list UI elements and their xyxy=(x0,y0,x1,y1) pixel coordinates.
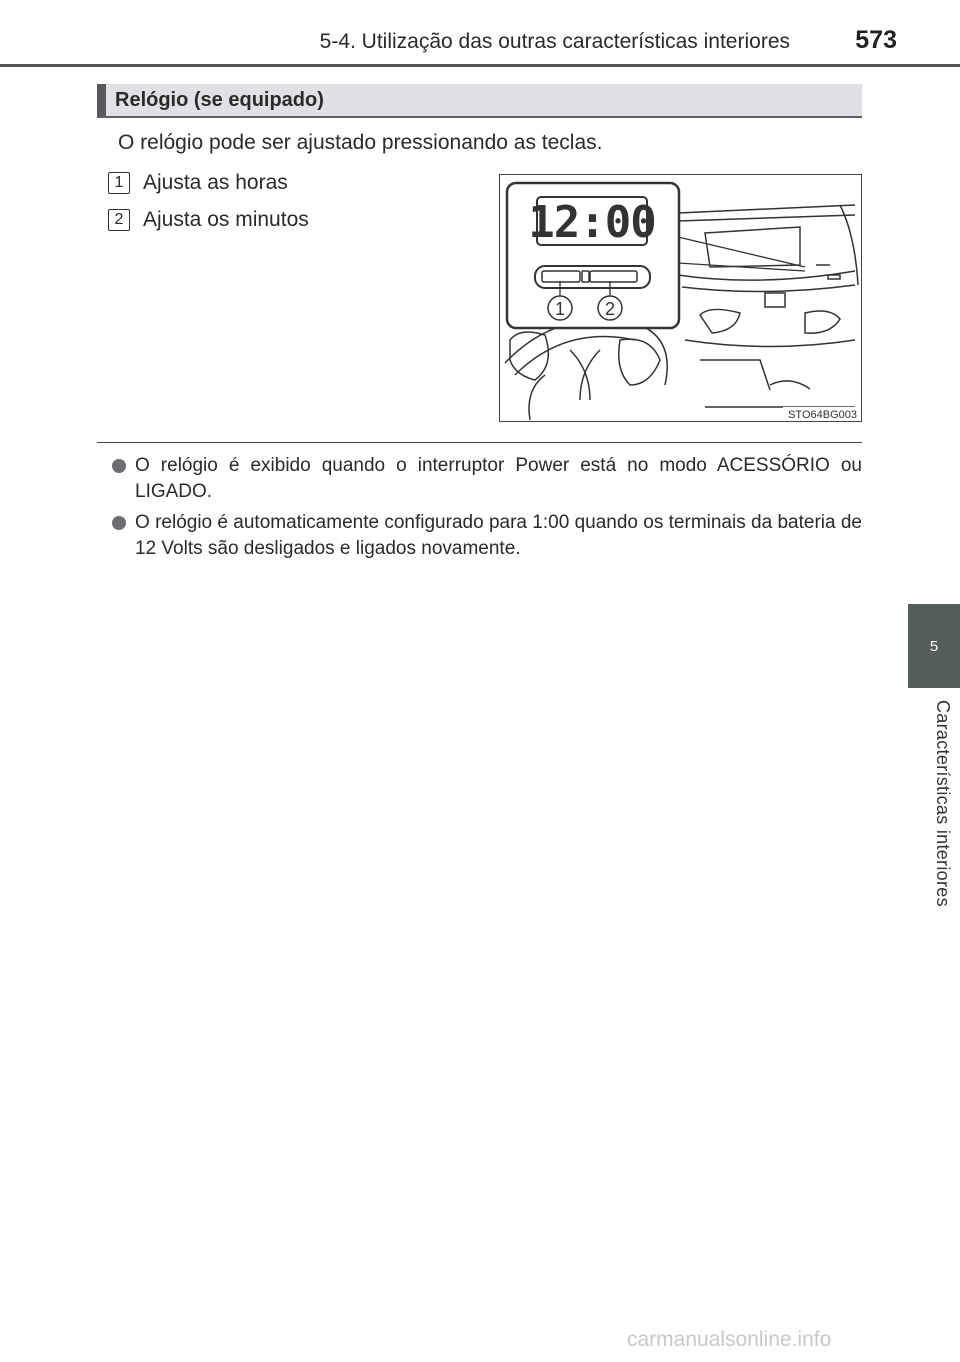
note-2 xyxy=(112,510,862,562)
step-1 xyxy=(108,171,288,195)
callout-2-number: 2 xyxy=(604,299,616,319)
clock-display: 12:00 xyxy=(528,197,656,248)
step-2 xyxy=(108,208,309,232)
watermark: carmanualsonline.info xyxy=(627,1328,832,1351)
intro-text: O relógio pode ser ajustado pressionando as teclas. xyxy=(118,131,603,154)
callout-1-number: 1 xyxy=(554,299,566,319)
note-1-text: O relógio é exibido quando o interruptor Power está no modo ACESSÓRIO ou LIGADO. xyxy=(135,455,862,502)
chapter-tab[interactable] xyxy=(908,604,960,688)
step-1-number: 1 xyxy=(108,172,130,194)
section-heading-bar xyxy=(97,84,106,116)
bullet-icon xyxy=(112,516,126,530)
chapter-label: Características interiores xyxy=(933,700,953,907)
section-heading-text: Relógio (se equipado) xyxy=(115,89,324,111)
header-section-title: 5-4. Utilização das outras características interiores xyxy=(319,30,790,53)
section-heading xyxy=(97,84,862,118)
bullet-icon xyxy=(112,459,126,473)
note-2-text: O relógio é automaticamente configurado para 1:00 quando os terminais da bateria de 12 Volts são desligados e ligados novamente. xyxy=(135,512,862,559)
center-divider xyxy=(582,271,589,282)
clock-illustration-drawing xyxy=(500,175,861,421)
clock-illustration xyxy=(499,174,862,422)
page-number: 573 xyxy=(855,26,897,54)
chapter-number: 5 xyxy=(929,637,939,655)
header-rule xyxy=(0,64,960,67)
section-divider xyxy=(97,442,862,443)
step-1-label: Ajusta as horas xyxy=(143,171,288,194)
hour-button xyxy=(542,271,580,282)
step-2-number: 2 xyxy=(108,209,130,231)
figure-code: STO64BG003 xyxy=(788,409,857,421)
minute-button xyxy=(590,271,637,282)
step-2-label: Ajusta os minutos xyxy=(143,208,309,231)
note-1 xyxy=(112,453,862,505)
